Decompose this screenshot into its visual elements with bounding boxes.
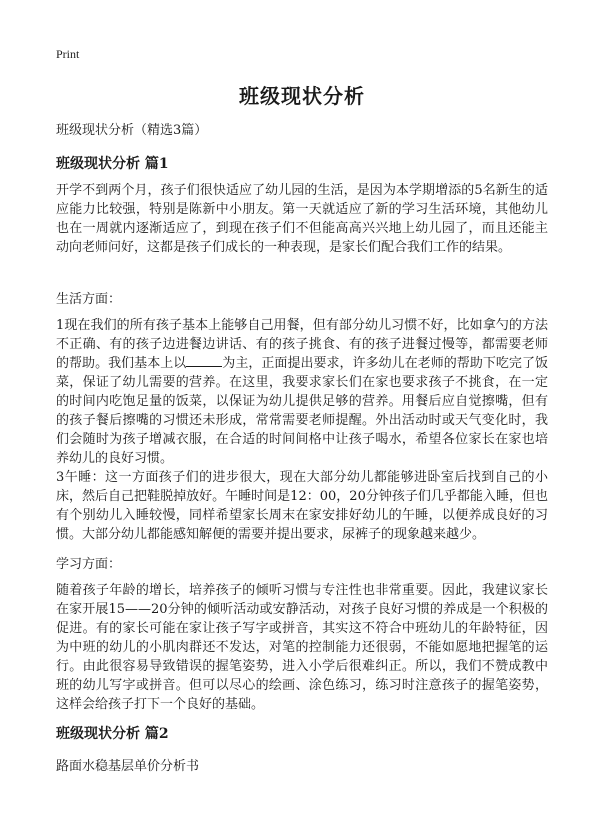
life-paragraph-nap: 3午睡：这一方面孩子们的进步很大，现在大部分幼儿都能够进卧室后找到自己的小床，然后自己把鞋脱掉放好。午睡时间是12：00，20分钟孩子们几乎都能入睡，但也有个别幼儿入睡较慢，同样希望家长周末在家安排好幼儿的午睡，以便养成良好的习惯。大部分幼儿都能感知解便的需要并提出要求，尿裤子的现象越来越少。 [56, 470, 548, 542]
section2-first-line: 路面水稳基层单价分析书 [56, 759, 200, 774]
page-title: 班级现状分析 [239, 84, 365, 108]
document-subtitle: 班级现状分析（精选3篇） [56, 123, 208, 138]
fill-in-blank [186, 354, 222, 367]
print-link[interactable]: Print [56, 47, 80, 61]
life-paragraph-meals-part1: 1现在我们的所有孩子基本上能够自己用餐，但有部分幼儿习惯不好，比如拿勺的方法不正确、有的孩子边进餐边讲话、有的孩子挑食、有的孩子进餐过慢等，都需要老师的帮助。我们基本上以 [56, 318, 548, 371]
life-section-label: 生活方面： [56, 292, 122, 307]
intro-paragraph: 开学不到两个月，孩子们很快适应了幼儿园的生活，是因为本学期增添的5名新生的适应能力比较强，特别是陈新中小朋友。第一天就适应了新的学习生活环境，其他幼儿也在一周就内逐渐适应了，到现在孩子们不但能高高兴兴地上幼儿园了，而且还能主动向老师问好，这都是孩子们成长的一种表现，是家长们配合我们工作的结果。 [56, 183, 548, 255]
section-heading-2: 班级现状分析 篇2 [56, 726, 169, 742]
life-paragraph-meals-part2: 为主，正面提出要求，许多幼儿在老师的帮助下吃完了饭菜，保证了幼儿需要的营养。在这里，我要求家长们在家也要求孩子不挑食，在一定的时间内吃饱足量的饭菜，以保证为幼儿提供足够的营养。用餐后应自觉擦嘴，但有的孩子餐后擦嘴的习惯还未形成，常常需要老师提醒。外出活动时或天气变化时，我们会随时为孩子增减衣服，在合适的时间间格中让孩子喝水，希望各位家长在家也培养幼儿的良好习惯。 [56, 356, 548, 466]
study-section-label: 学习方面： [56, 557, 122, 572]
section-heading-1: 班级现状分析 篇1 [56, 156, 169, 172]
study-paragraph: 随着孩子年龄的增长，培养孩子的倾听习惯与专注性也非常重要。因此，我建议家长在家开展15——20分钟的倾听活动或安静活动，对孩子良好习惯的养成是一个积极的促进。有的家长可能在家让孩子写字或拼音，其实这不符合中班幼儿的年龄特征，因为中班的幼儿的小肌肉群还不发达，对笔的控制能力还很弱，不能如愿地把握笔的运行。由此很容易导致错误的握笔姿势，进入小学后很难纠正。所以，我们不赞成教中班的幼儿写字或拼音。但可以尽心的绘画、涂色练习，练习时注意孩子的握笔姿势，这样会给孩子打下一个良好的基础。 [56, 583, 548, 712]
life-paragraph-meals [56, 316, 548, 468]
